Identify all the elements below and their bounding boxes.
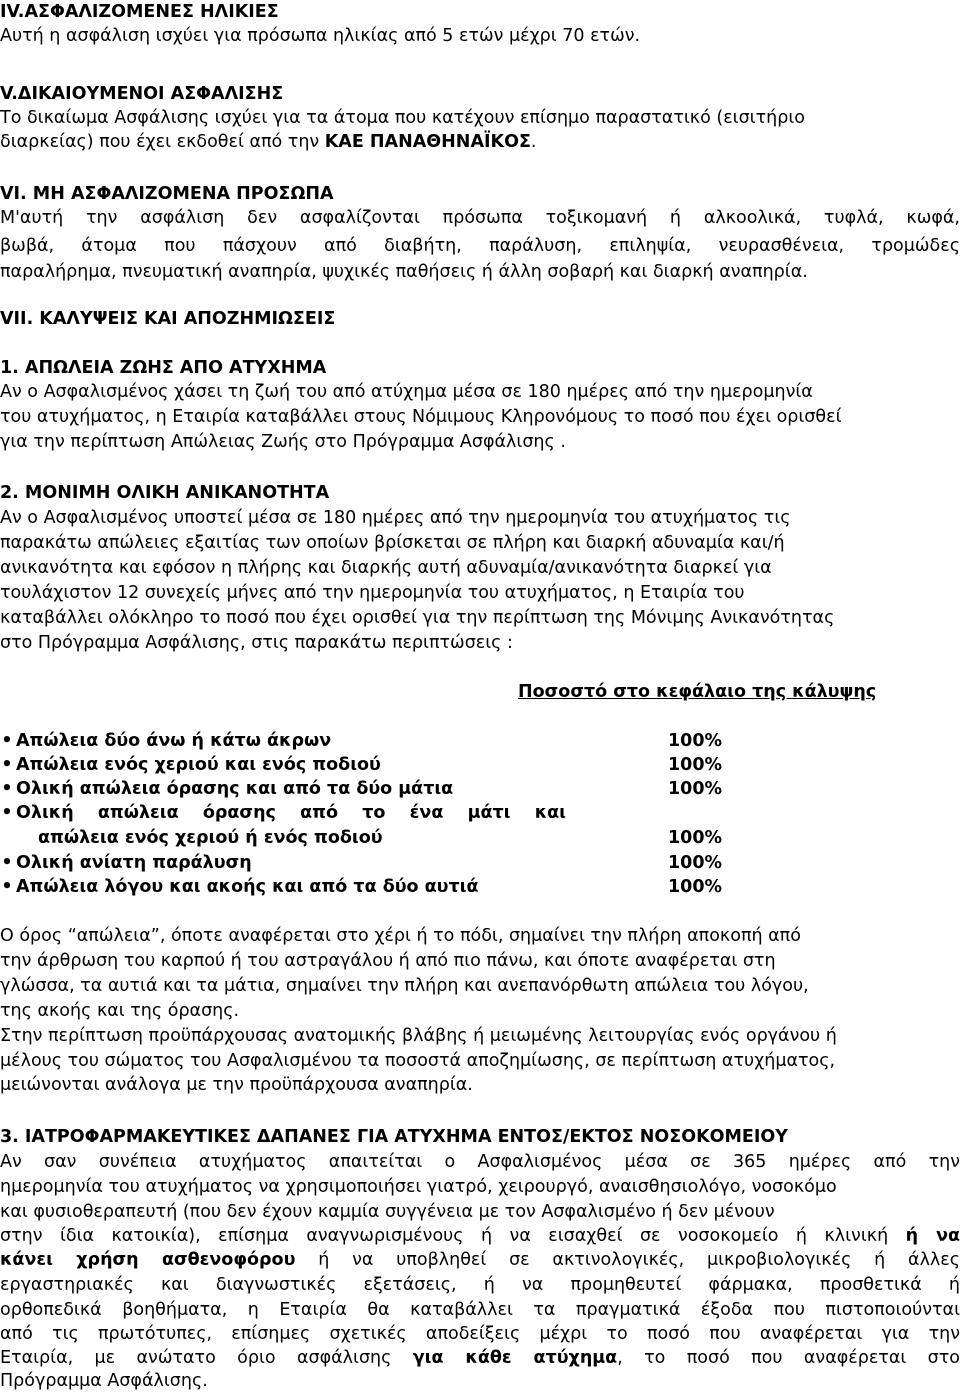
paragraph-line: καταβάλλει ολόκληρο το ποσό που έχει ορισθεί για την περίπτωση της Μόνιμης Ανικανότητας xyxy=(0,608,835,628)
list-item-continued: απώλεια ενός χεριού ή ενός ποδιού 100% xyxy=(38,828,723,848)
coverage-heading-death: 1. ΑΠΩΛΕΙΑ ΖΩΗΣ ΑΠΟ ΑΤΥΧΗΜΑ xyxy=(0,358,327,378)
percentage: 100% xyxy=(668,755,723,775)
coverage-heading-medical-expenses: 3. ΙΑΤΡΟΦΑΡΜΑΚΕΥΤΙΚΕΣ ΔΑΠΑΝΕΣ ΓΙΑ ΑΤΥΧΗΜΑ ΕΝΤΟΣ/ΕΚΤΟΣ ΝΟΣΟΚΟΜΕΙΟΥ xyxy=(0,1127,788,1147)
paragraph-line: Στην περίπτωση προϋπάρχουσας ανατομικής βλάβης ή μειωμένης λειτουργίας ενός οργάνου ή xyxy=(0,1026,837,1046)
paragraph-line: και φυσιοθεραπευτή (που δεν έχουν καμμία συγγένεια με τον Ασφαλισμένο ή δεν μένουν xyxy=(0,1202,775,1222)
paragraph-line: μέλους του σώματος του Ασφαλισμένου τα ποσοστά αποζημίωσης, σε περίπτωση ατυχήματος, xyxy=(0,1051,836,1071)
paragraph-line: κάνει χρήση ασθενοφόρου ή να υποβληθεί σε ακτινολογικές, μικροβιολογικές ή άλλες xyxy=(0,1250,960,1270)
bullet-icon: • xyxy=(1,877,13,897)
list-item: • Απώλεια ενός χεριού και ενός ποδιού 100% xyxy=(1,755,723,775)
paragraph-line: Πρόγραμμα Ασφάλισης. xyxy=(0,1371,208,1391)
paragraph-line: μειώνονται ανάλογα με την προϋπάρχουσα αναπηρία. xyxy=(0,1075,473,1095)
coverage-table-header: Ποσοστό στο κεφάλαιο της κάλυψης xyxy=(518,682,877,702)
bullet-icon: • xyxy=(1,779,13,799)
paragraph-line: ορθοπεδικά βοηθήματα, η Εταιρία θα καταβάλλει τα πραγματικά έξοδα που πιστοποιούνται xyxy=(0,1300,960,1320)
paragraph-line: βωβά, άτομα που πάσχουν από διαβήτη, παράλυση, επιληψία, νευρασθένεια, τρομώδες xyxy=(0,236,960,256)
paragraph-line: στην ίδια κατοικία), επίσημα αναγνωρισμένους ή να εισαχθεί σε νοσοκομείο ή κλινική ή να xyxy=(0,1226,960,1246)
bullet-icon: • xyxy=(1,803,13,823)
coverage-heading-disability: 2. ΜΟΝΙΜΗ ΟΛΙΚΗ ΑΝΙΚΑΝΟΤΗΤΑ xyxy=(0,483,330,503)
paragraph-line: Αν ο Ασφαλισμένος υποστεί μέσα σε 180 ημέρες από την ημερομηνία του ατυχήματος τις xyxy=(0,508,791,528)
paragraph-line: Ο όρος “απώλεια”, όποτε αναφέρεται στο χέρι ή το πόδι, σημαίνει την πλήρη αποκοπή από xyxy=(0,926,801,946)
paragraph-line: διαρκείας) που έχει εκδοθεί από την ΚΑΕ ΠΑΝΑΘΗΝΑΪΚΟΣ. xyxy=(0,132,537,152)
section-heading-uninsured: VI. ΜΗ ΑΣΦΑΛΙΖΟΜΕΝΑ ΠΡΟΣΩΠΑ xyxy=(0,184,334,204)
bullet-icon: • xyxy=(1,853,13,873)
paragraph-line: για την περίπτωση Απώλειας Ζωής στο Πρόγραμμα Ασφάλισης . xyxy=(0,432,566,452)
paragraph-line: Αν ο Ασφαλισμένος χάσει τη ζωή του από ατύχημα μέσα σε 180 ημέρες από την ημερομηνία xyxy=(0,382,813,402)
bullet-icon: • xyxy=(1,755,13,775)
list-item: • Απώλεια δύο άνω ή κάτω άκρων 100% xyxy=(1,731,723,751)
percentage: 100% xyxy=(668,731,723,751)
paragraph-line: Αυτή η ασφάλιση ισχύει για πρόσωπα ηλικίας από 5 ετών μέχρι 70 ετών. xyxy=(0,26,641,46)
percentage: 100% xyxy=(668,877,723,897)
paragraph-line: τουλάχιστον 12 συνεχείς μήνες από την ημερομηνία του ατυχήματος, η Εταιρία του xyxy=(0,583,745,603)
list-item: • Απώλεια λόγου και ακοής και από τα δύο αυτιά 100% xyxy=(1,877,723,897)
paragraph-line: της ακοής και της όρασης. xyxy=(0,1001,240,1021)
list-item: • Ολική ανίατη παράλυση 100% xyxy=(1,853,723,873)
paragraph-line: γλώσσα, τα αυτιά και τα μάτια, σημαίνει την πλήρη και ανεπανόρθωτη απώλεια του λόγου, xyxy=(0,976,809,996)
percentage: 100% xyxy=(668,779,723,799)
paragraph-line: ημερομηνία του ατυχήματος να χρησιμοποιήσει γιατρό, χειρουργό, αναισθησιολόγο, νοσοκόμο xyxy=(0,1177,837,1197)
paragraph-line: Εταιρία, με ανώτατο όριο ασφάλισης για κάθε ατύχημα, το ποσό που αναφέρεται στο xyxy=(0,1348,960,1368)
list-item: • Ολική απώλεια όρασης από το ένα μάτι και xyxy=(1,803,566,823)
section-heading-coverages: VII. ΚΑΛΥΨΕΙΣ ΚΑΙ ΑΠΟΖΗΜΙΩΣΕΙΣ xyxy=(0,309,336,329)
paragraph-line: στο Πρόγραμμα Ασφάλισης, στις παρακάτω περιπτώσεις : xyxy=(0,633,513,653)
paragraph-line: Μ'αυτή την ασφάλιση δεν ασφαλίζονται πρόσωπα τοξικομανή ή αλκοολικά, τυφλά, κωφά, xyxy=(0,208,960,228)
paragraph-line: ανικανότητα και εφόσον η πλήρης και διαρκής αυτή αδυναμία/ανικανότητα διαρκεί για xyxy=(0,558,772,578)
paragraph-line: εργαστηριακές και διαγνωστικές εξετάσεις, ή να προμηθευτεί φάρμακα, προσθετικά ή xyxy=(0,1275,960,1295)
paragraph-line: την άρθρωση του καρπού ή του αστραγάλου ή από πιο πάνω, και όποτε αναφέρεται στη xyxy=(0,951,776,971)
paragraph-line: παρακάτω απώλειες εξαιτίας των οποίων βρίσκεται σε πλήρη και διαρκή αδυναμία και/ή xyxy=(0,533,785,553)
paragraph-line: από τις πρωτότυπες, επίσημες σχετικές αποδείξεις μέχρι το ποσό που αναφέρεται για την xyxy=(0,1324,960,1344)
list-item: • Ολική απώλεια όρασης και από τα δύο μάτια 100% xyxy=(1,779,723,799)
paragraph-line: Το δικαίωμα Ασφάλισης ισχύει για τα άτομα που κατέχουν επίσημο παραστατικό (εισιτήριο xyxy=(0,108,805,128)
paragraph-line: του ατυχήματος, η Εταιρία καταβάλλει στους Νόμιμους Κληρονόμους το ποσό που έχει ορισθεί xyxy=(0,407,842,427)
percentage: 100% xyxy=(668,828,723,848)
percentage: 100% xyxy=(668,853,723,873)
paragraph-line: παραλήρημα, πνευματική αναπηρία, ψυχικές παθήσεις ή άλλη σοβαρή και διαρκή αναπηρία. xyxy=(0,262,808,282)
bullet-icon: • xyxy=(1,731,13,751)
club-name: ΚΑΕ ΠΑΝΑΘΗΝΑΪΚΟΣ xyxy=(324,132,531,152)
section-heading-entitled: V.ΔΙΚΑΙΟΥΜΕΝΟΙ ΑΣΦΑΛΙΣΗΣ xyxy=(0,84,284,104)
paragraph-line: Αν σαν συνέπεια ατυχήματος απαιτείται ο Ασφαλισμένος μέσα σε 365 ημέρες από την xyxy=(0,1152,960,1172)
section-heading-insured-ages: IV.ΑΣΦΑΛΙΖΟΜΕΝΕΣ ΗΛΙΚΙΕΣ xyxy=(0,2,279,22)
